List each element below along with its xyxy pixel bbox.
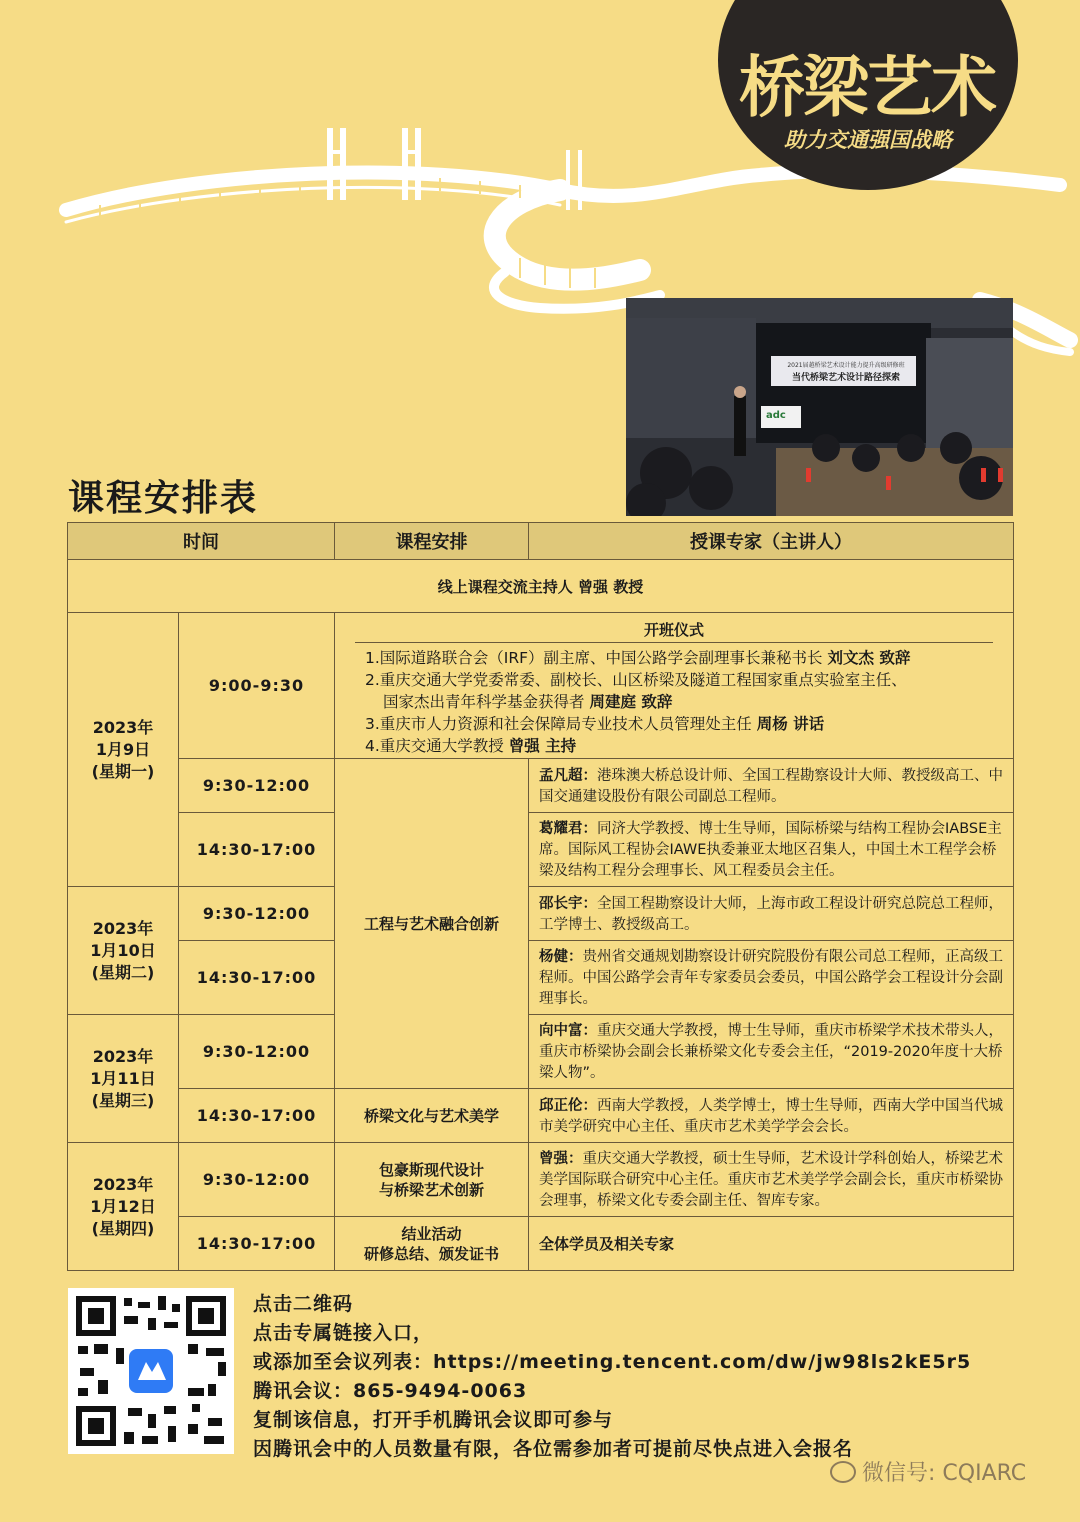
time-cell: 9:30-12:00	[179, 759, 335, 813]
screen-line-2: 当代桥梁艺术设计路径探索	[791, 373, 900, 383]
host-row: 线上课程交流主持人 曾强 教授	[68, 560, 1014, 613]
brand-title: 桥梁艺术	[739, 49, 995, 126]
time-cell: 9:30-12:00	[179, 887, 335, 941]
table-row	[68, 941, 1014, 1015]
screen-logo: adc	[766, 410, 786, 421]
watermark: 微信号: CQIARC	[830, 1456, 1026, 1487]
expert-cell: 孟凡超：港珠澳大桥总设计师、全国工程勘察设计大师、教授级高工、中国交通建设股份有限公司副总工程师。	[529, 759, 1014, 813]
table-row	[68, 759, 1014, 813]
time-cell: 9:00-9:30	[179, 613, 335, 759]
expert-cell: 曾强：重庆交通大学教授，硕士生导师，艺术设计学科创始人，桥梁艺术美学国际联合研究中心主任。重庆市艺术美学学会副会长，重庆市桥梁协会理事，桥梁文化专委会副主任、智库专家。	[529, 1143, 1014, 1217]
date-cell: 2023年 1月11日 (星期三)	[68, 1015, 179, 1143]
qr-code[interactable]	[68, 1288, 234, 1454]
contact-line-1: 点击二维码	[253, 1293, 354, 1315]
time-cell: 9:30-12:00	[179, 1143, 335, 1217]
ceremony-line: 2.重庆交通大学党委常委、副校长、山区桥梁及隧道工程国家重点实验室主任、	[365, 671, 907, 689]
ceremony-title: 开班仪式	[355, 613, 993, 643]
contact-line-5: 复制该信息，打开手机腾讯会议即可参与	[253, 1409, 614, 1431]
course-cell: 桥梁文化与艺术美学	[335, 1089, 529, 1143]
table-row	[68, 1089, 1014, 1143]
expert-cell: 邱正伦：西南大学教授，人类学博士，博士生导师，西南大学中国当代城市美学研究中心主任、重庆市艺术美学学会会长。	[529, 1089, 1014, 1143]
course-cell: 包豪斯现代设计 与桥梁艺术创新	[335, 1143, 529, 1217]
ceremony-line: 国家杰出青年科学基金获得者 周建庭 致辞	[383, 693, 673, 711]
expert-cell: 向中富：重庆交通大学教授，博士生导师，重庆市桥梁学术技术带头人，重庆市桥梁协会副会长兼桥梁文化专委会主任，“2019-2020年度十大桥梁人物”。	[529, 1015, 1014, 1089]
header-expert: 授课专家（主讲人）	[529, 523, 1014, 560]
contact-line-6: 因腾讯会中的人员数量有限，各位需参加者可提前尽快点进入会报名	[253, 1438, 854, 1460]
time-cell: 14:30-17:00	[179, 813, 335, 887]
contact-line-2: 点击专属链接入口，	[253, 1322, 434, 1344]
ceremony-line: 3.重庆市人力资源和社会保障局专业技术人员管理处主任 周杨 讲话	[365, 715, 825, 733]
table-row	[68, 887, 1014, 941]
date-cell: 2023年 1月10日 (星期二)	[68, 887, 179, 1015]
schedule-table	[67, 522, 1014, 1271]
table-row	[68, 1217, 1014, 1271]
table-row	[68, 1143, 1014, 1217]
table-header-row	[68, 523, 1014, 560]
time-cell: 14:30-17:00	[179, 1089, 335, 1143]
header-course: 课程安排	[335, 523, 529, 560]
table-row	[68, 813, 1014, 887]
date-cell: 2023年 1月9日 (星期一)	[68, 613, 179, 887]
screen-line-1: 2021届越桥梁艺术设计能力提升高级研修班	[787, 362, 905, 369]
date-cell: 2023年 1月12日 (星期四)	[68, 1143, 179, 1271]
table-row	[68, 613, 1014, 759]
ceremony-line: 4.重庆交通大学教授 曾强 主持	[365, 737, 577, 755]
header-time: 时间	[68, 523, 335, 560]
time-cell: 14:30-17:00	[179, 1217, 335, 1271]
event-photo	[626, 298, 1013, 516]
brand-subtitle: 助力交通强国战略	[784, 128, 952, 152]
course-cell: 结业活动 研修总结、颁发证书	[335, 1217, 529, 1271]
meeting-link[interactable]: 或添加至会议列表：https://meeting.tencent.com/dw/jw98ls2kE5r5	[253, 1351, 972, 1373]
section-title: 课程安排表	[68, 478, 259, 519]
time-cell: 9:30-12:00	[179, 1015, 335, 1089]
expert-cell: 杨健：贵州省交通规划勘察设计研究院股份有限公司总工程师，正高级工程师。中国公路学会青年专家委员会委员，中国公路学会工程设计分会副理事长。	[529, 941, 1014, 1015]
course-cell: 工程与艺术融合创新	[335, 759, 529, 1089]
wechat-icon	[830, 1461, 856, 1483]
expert-cell: 全体学员及相关专家	[529, 1217, 1014, 1271]
time-cell: 14:30-17:00	[179, 941, 335, 1015]
ceremony-cell	[335, 613, 1014, 759]
meeting-id: 腾讯会议：865-9494-0063	[253, 1380, 528, 1402]
ceremony-line: 1.国际道路联合会（IRF）副主席、中国公路学会副理事长兼秘书长 刘文杰 致辞	[365, 649, 911, 667]
expert-cell: 葛耀君：同济大学教授、博士生导师，国际桥梁与结构工程协会IABSE主席。国际风工程协会IAWE执委兼亚太地区召集人，中国土木工程学会桥梁及结构工程分会理事长、风工程委员会主任。	[529, 813, 1014, 887]
expert-cell: 邵长宇：全国工程勘察设计大师，上海市政工程设计研究总院总工程师，工学博士、教授级高工。	[529, 887, 1014, 941]
table-row	[68, 1015, 1014, 1089]
